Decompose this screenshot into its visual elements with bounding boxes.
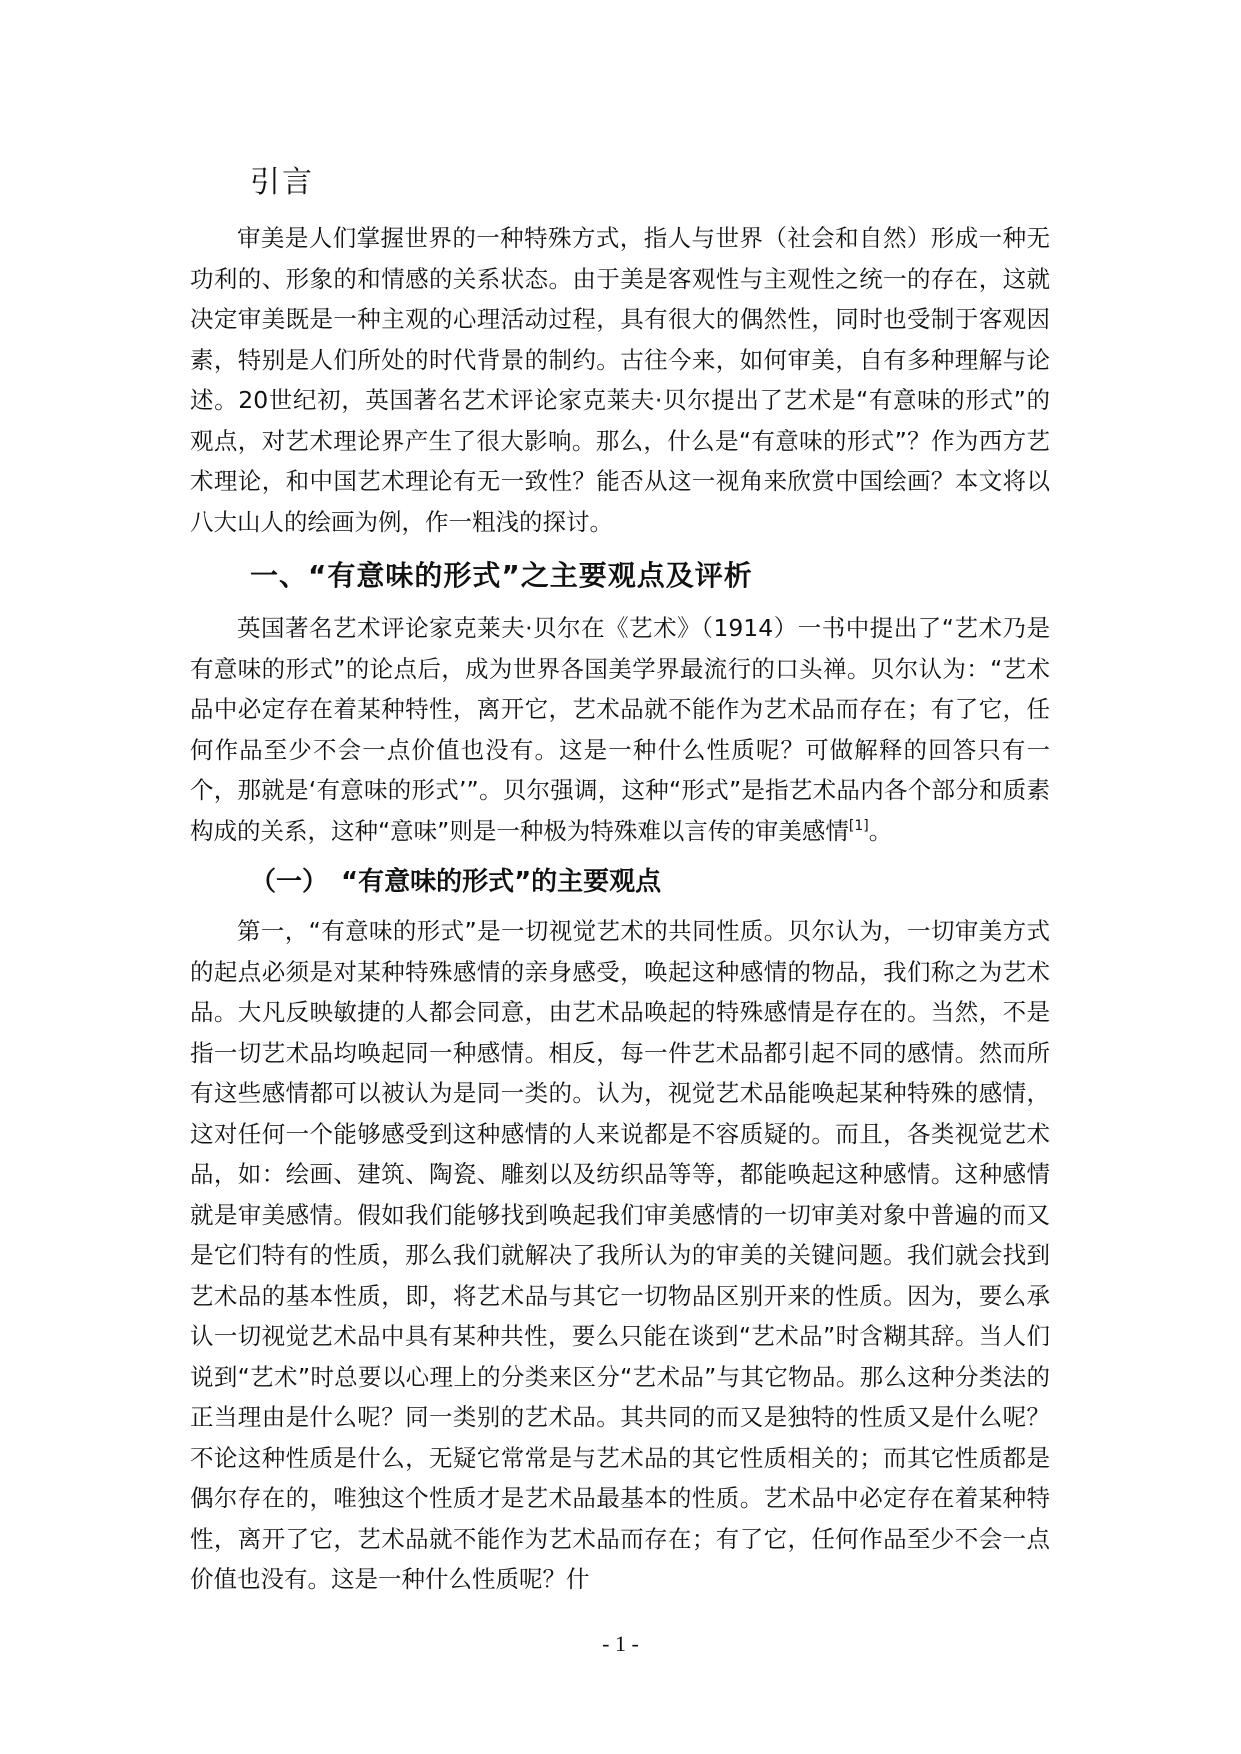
section-paragraph-end: 。	[868, 816, 893, 845]
section-paragraph	[190, 608, 1050, 851]
footnote-reference[interactable]: [1]	[848, 817, 869, 834]
subsection-heading: （一） “有意味的形式”的主要观点	[250, 867, 662, 897]
intro-heading: 引言	[250, 165, 314, 200]
page-number: - 1 -	[602, 1631, 639, 1656]
intro-paragraph: 审美是人们掌握世界的一种特殊方式，指人与世界（社会和自然）形成一种无功利的、形象的和情感的关系状态。由于美是客观性与主观性之统一的存在，这就决定审美既是一种主观的心理活动过程，具有很大的偶然性，同时也受制于客观因素，特别是人们所处的时代背景的制约。古往今来，如何审美，自有多种理解与论述。20世纪初，英国著名艺术评论家克莱夫·贝尔提出了艺术是“有意味的形式”的观点，对艺术理论界产生了很大影响。那么，什么是“有意味的形式”？作为西方艺术理论，和中国艺术理论有无一致性？能否从这一视角来欣赏中国绘画？本文将以八大山人的绘画为例，作一粗浅的探讨。	[190, 224, 1050, 536]
section-heading: 一、“有意味的形式”之主要观点及评析	[250, 559, 753, 592]
subsection-paragraph: 第一，“有意味的形式”是一切视觉艺术的共同性质。贝尔认为，一切审美方式的起点必须是对某种特殊感情的亲身感受，唤起这种感情的物品，我们称之为艺术品。大凡反映敏捷的人都会同意，由艺术品唤起的特殊感情是存在的。当然，不是指一切艺术品均唤起同一种感情。相反，每一件艺术品都引起不同的感情。然而所有这些感情都可以被认为是同一类的。认为，视觉艺术品能唤起某种特殊的感情，这对任何一个能够感受到这种感情的人来说都是不容质疑的。而且，各类视觉艺术品，如：绘画、建筑、陶瓷、雕刻以及纺织品等等，都能唤起这种感情。这种感情就是审美感情。假如我们能够找到唤起我们审美感情的一切审美对象中普遍的而又是它们特有的性质，那么我们就解决了我所认为的审美的关键问题。我们就会找到艺术品的基本性质，即，将艺术品与其它一切物品区别开来的性质。因为，要么承认一切视觉艺术品中具有某种共性，要么只能在谈到“艺术品”时含糊其辞。当人们说到“艺术”时总要以心理上的分类来区分“艺术品”与其它物品。那么这种分类法的正当理由是什么呢？同一类别的艺术品。其共同的而又是独特的性质又是什么呢？不论这种性质是什么，无疑它常常是与艺术品的其它性质相关的；而其它性质都是偶尔存在的，唯独这个性质才是艺术品最基本的性质。艺术品中必定存在着某种特性，离开了它，艺术品就不能作为艺术品而存在；有了它，任何作品至少不会一点价值也没有。这是一种什么性质呢？什	[190, 917, 1050, 1593]
section-paragraph-text: 英国著名艺术评论家克莱夫·贝尔在《艺术》（1914）一书中提出了“艺术乃是有意味的形式”的论点后，成为世界各国美学界最流行的口头禅。贝尔认为：“艺术品中必定存在着某种特性，离开它，艺术品就不能作为艺术品而存在；有了它，任何作品至少不会一点价值也没有。这是一种什么性质呢？可做解释的回答只有一个，那就是‘有意味的形式’”。贝尔强调，这种“形式”是指艺术品内各个部分和质素构成的关系，这种“意味”则是一种极为特殊难以言传的审美感情	[190, 614, 1050, 845]
page-body	[190, 158, 1050, 1600]
